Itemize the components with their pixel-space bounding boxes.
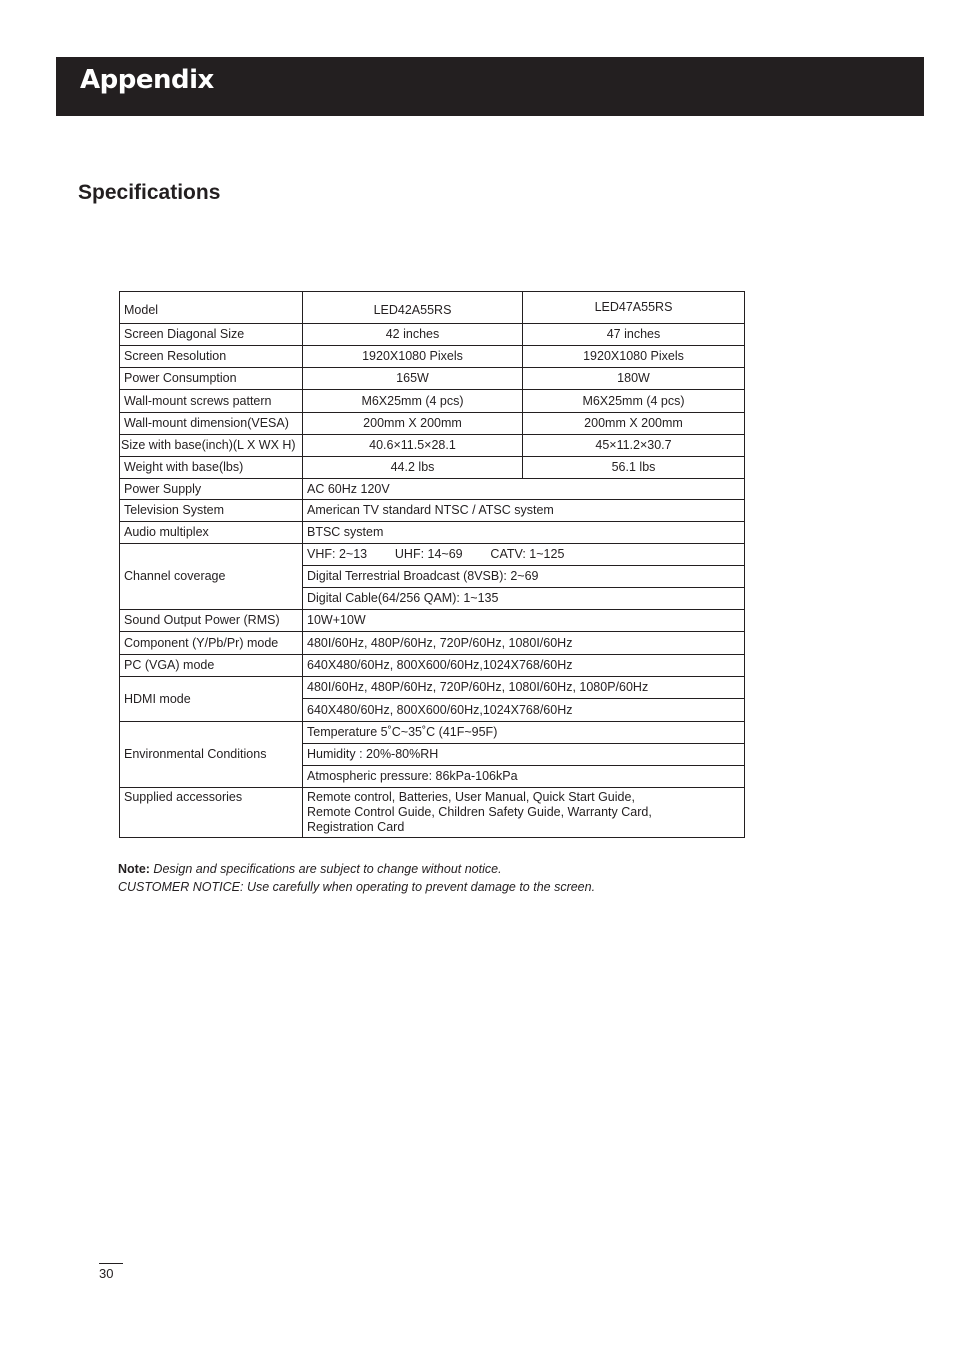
notes (118, 860, 595, 896)
row-label: PC (VGA) mode (120, 655, 303, 677)
table-row (120, 522, 745, 544)
page-title: Appendix (80, 65, 214, 95)
row-value: American TV standard NTSC / ATSC system (303, 500, 745, 522)
value-model-2: 1920X1080 Pixels (523, 346, 745, 368)
section-title: Specifications (78, 181, 221, 204)
note-line (118, 860, 595, 878)
row-label: Power Consumption (120, 368, 303, 390)
model-name-2: LED47A55RS (523, 292, 745, 324)
row-label: Supplied accessories (120, 788, 303, 838)
row-label: Model (120, 292, 303, 324)
row-label: Audio multiplex (120, 522, 303, 544)
row-label: Component (Y/Pb/Pr) mode (120, 632, 303, 655)
row-value: Digital Cable(64/256 QAM): 1~135 (303, 588, 745, 610)
accessories-line: Remote control, Batteries, User Manual, Quick Start Guide, (307, 790, 635, 804)
row-label: Wall-mount dimension(VESA) (120, 413, 303, 435)
accessories-line: Registration Card (307, 820, 405, 834)
table-row (120, 435, 745, 457)
table-row (120, 722, 745, 744)
value-model-2: 200mm X 200mm (523, 413, 745, 435)
value-model-1: M6X25mm (4 pcs) (303, 390, 523, 413)
table-row (120, 390, 745, 413)
value-model-1: 200mm X 200mm (303, 413, 523, 435)
table-row-model (120, 292, 745, 324)
row-value: Atmospheric pressure: 86kPa-106kPa (303, 766, 745, 788)
value-model-1: 165W (303, 368, 523, 390)
accessories-line: Remote Control Guide, Children Safety Guide, Warranty Card, (307, 805, 652, 819)
table-row (120, 500, 745, 522)
row-value: 640X480/60Hz, 800X600/60Hz,1024X768/60Hz (303, 699, 745, 722)
row-label: Weight with base(lbs) (120, 457, 303, 479)
table-row (120, 788, 745, 838)
row-label: Screen Diagonal Size (120, 324, 303, 346)
row-label: Television System (120, 500, 303, 522)
row-value: Temperature 5˚C~35˚C (41F~95F) (303, 722, 745, 744)
value-model-2: 180W (523, 368, 745, 390)
table-row (120, 610, 745, 632)
specifications-table (119, 291, 745, 838)
value-model-2: M6X25mm (4 pcs) (523, 390, 745, 413)
value-model-1: 42 inches (303, 324, 523, 346)
row-value: 10W+10W (303, 610, 745, 632)
value-model-1: 44.2 lbs (303, 457, 523, 479)
value-model-1: 1920X1080 Pixels (303, 346, 523, 368)
row-value: 480I/60Hz, 480P/60Hz, 720P/60Hz, 1080I/60Hz (303, 632, 745, 655)
value-model-1: 40.6×11.5×28.1 (303, 435, 523, 457)
table-row (120, 655, 745, 677)
table-row (120, 324, 745, 346)
model-name-1: LED42A55RS (303, 292, 523, 324)
row-value: 480I/60Hz, 480P/60Hz, 720P/60Hz, 1080I/60Hz, 1080P/60Hz (303, 677, 745, 699)
value-model-2: 45×11.2×30.7 (523, 435, 745, 457)
table-row (120, 677, 745, 699)
row-label: Sound Output Power (RMS) (120, 610, 303, 632)
row-label: Wall-mount screws pattern (120, 390, 303, 413)
table-row (120, 457, 745, 479)
value-model-2: 47 inches (523, 324, 745, 346)
row-value: AC 60Hz 120V (303, 479, 745, 500)
table-row (120, 368, 745, 390)
page-number: 30 (99, 1266, 114, 1281)
value-model-2: 56.1 lbs (523, 457, 745, 479)
customer-notice (118, 878, 595, 896)
row-value-accessories (303, 788, 745, 838)
row-label: HDMI mode (120, 677, 303, 722)
table-row (120, 479, 745, 500)
row-value: Humidity : 20%-80%RH (303, 744, 745, 766)
table-row (120, 544, 745, 566)
customer-notice-text: CUSTOMER NOTICE: Use carefully when operating to prevent damage to the screen. (118, 880, 596, 894)
note-text: Design and specifications are subject to change without notice. (149, 862, 502, 876)
appendix-banner (56, 57, 924, 116)
row-label: Channel coverage (120, 544, 303, 610)
table-row (120, 413, 745, 435)
row-label: Power Supply (120, 479, 303, 500)
row-label: Size with base(inch)(L X WX H) (120, 435, 303, 457)
page-number-rule (99, 1263, 123, 1264)
table-row (120, 346, 745, 368)
row-label: Screen Resolution (120, 346, 303, 368)
row-value: BTSC system (303, 522, 745, 544)
row-value: VHF: 2~13 UHF: 14~69 CATV: 1~125 (303, 544, 745, 566)
row-value: Digital Terrestrial Broadcast (8VSB): 2~69 (303, 566, 745, 588)
table-row (120, 632, 745, 655)
row-label: Environmental Conditions (120, 722, 303, 788)
row-value: 640X480/60Hz, 800X600/60Hz,1024X768/60Hz (303, 655, 745, 677)
note-label: Note: (118, 862, 150, 876)
